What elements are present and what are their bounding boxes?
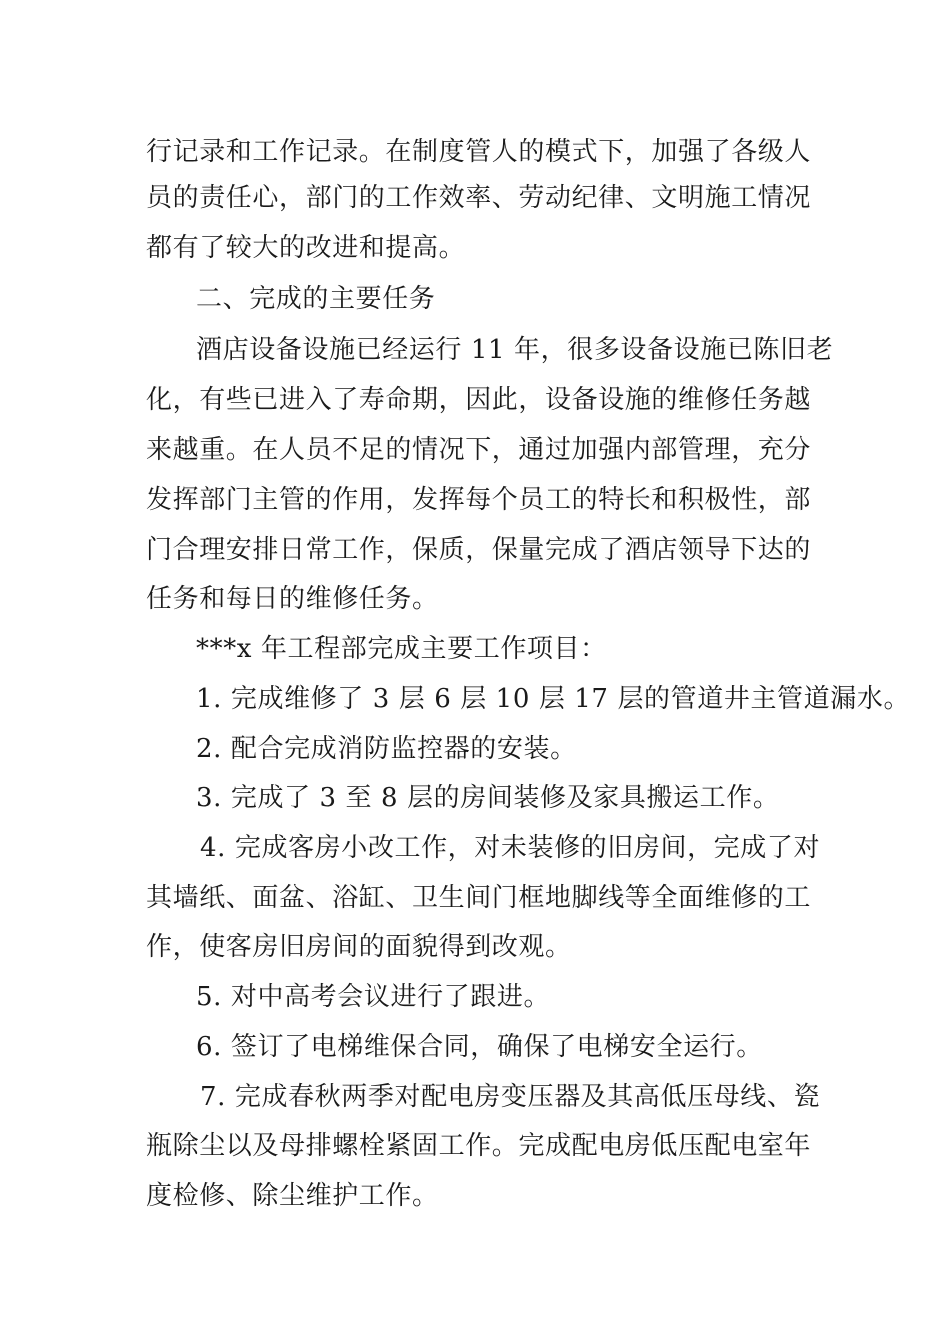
- list-item: 4. 完成客房小改工作，对未装修的旧房间，完成了对: [200, 833, 821, 863]
- list-heading: ***x 年工程部完成主要工作项目：: [196, 634, 607, 664]
- list-item: 3. 完成了 3 至 8 层的房间装修及家具搬运工作。: [196, 783, 780, 813]
- text-line: 其墙纸、面盆、浴缸、卫生间门框地脚线等全面维修的工: [146, 883, 812, 913]
- section-heading: 二、完成的主要任务: [196, 284, 436, 314]
- text-line: 作，使客房旧房间的面貌得到改观。: [146, 932, 572, 962]
- text-line: 发挥部门主管的作用，发挥每个员工的特长和积极性，部: [146, 485, 812, 515]
- text-line: 任务和每日的维修任务。: [146, 584, 439, 614]
- text-line: 门合理安排日常工作，保质，保量完成了酒店领导下达的: [146, 535, 812, 565]
- list-item: 5. 对中高考会议进行了跟进。: [196, 982, 551, 1012]
- list-item: 2. 配合完成消防监控器的安装。: [196, 734, 577, 764]
- text-line: 度检修、除尘维护工作。: [146, 1181, 439, 1211]
- text-line: 都有了较大的改进和提高。: [146, 233, 466, 263]
- text-line: 来越重。在人员不足的情况下，通过加强内部管理，充分: [146, 435, 812, 465]
- list-item: 1. 完成维修了 3 层 6 层 10 层 17 层的管道井主管道漏水。: [196, 684, 911, 714]
- list-item: 6. 签订了电梯维保合同，确保了电梯安全运行。: [196, 1032, 763, 1062]
- text-line: 化，有些已进入了寿命期，因此，设备设施的维修任务越: [146, 385, 812, 415]
- text-line: 酒店设备设施已经运行 11 年，很多设备设施已陈旧老: [196, 335, 834, 365]
- list-item: 7. 完成春秋两季对配电房变压器及其高低压母线、瓷: [200, 1082, 821, 1112]
- text-line: 行记录和工作记录。在制度管人的模式下，加强了各级人: [146, 137, 812, 167]
- text-line: 员的责任心，部门的工作效率、劳动纪律、文明施工情况: [146, 183, 812, 213]
- text-line: 瓶除尘以及母排螺栓紧固工作。完成配电房低压配电室年: [146, 1131, 812, 1161]
